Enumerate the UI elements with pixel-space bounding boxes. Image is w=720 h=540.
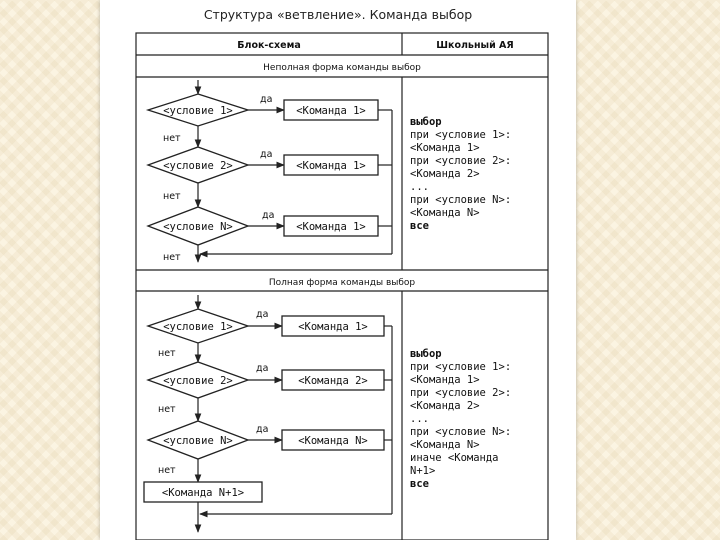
command-label: <Команда N>: [298, 435, 368, 447]
code-line: <Команда 2>: [410, 400, 480, 412]
no-label: нет: [158, 348, 176, 359]
code-keyword: выбор: [410, 116, 442, 128]
flowchart-incomplete: [148, 80, 392, 263]
command-label: <Команда 1>: [296, 105, 366, 117]
yes-label: да: [262, 210, 275, 221]
command-label: <Команда 2>: [298, 375, 368, 387]
code-line: при <условие N>:: [410, 426, 512, 438]
code-line: ...: [410, 413, 429, 425]
no-label: нет: [163, 191, 181, 202]
code-line: при <условие 2>:: [410, 155, 512, 167]
code-line: <Команда N>: [410, 439, 480, 451]
code-line: при <условие 1>:: [410, 361, 512, 373]
command-label: <Команда 1>: [296, 160, 366, 172]
no-label: нет: [158, 465, 176, 476]
code-line: <Команда 1>: [410, 374, 480, 386]
code-line: N+1>: [410, 465, 436, 477]
command-label: <Команда 1>: [298, 321, 368, 333]
yes-label: да: [260, 149, 273, 160]
code-line: при <условие 2>:: [410, 387, 512, 399]
condition-label: <условие 2>: [163, 375, 233, 387]
code-line: при <условие 1>:: [410, 129, 512, 141]
column-header-school-language: Школьный АЯ: [436, 40, 514, 51]
condition-label: <условие 1>: [163, 105, 233, 117]
condition-label: <условие N>: [163, 221, 233, 233]
yes-label: да: [256, 363, 269, 374]
yes-label: да: [256, 309, 269, 320]
code-incomplete: [410, 116, 511, 232]
code-line: при <условие N>:: [410, 194, 512, 206]
code-keyword: все: [410, 478, 429, 490]
condition-label: <условие 1>: [163, 321, 233, 333]
section-header-complete: Полная форма команды выбор: [268, 278, 416, 288]
condition-label: <условие 2>: [163, 160, 233, 172]
code-line: <Команда 2>: [410, 168, 480, 180]
yes-label: да: [256, 424, 269, 435]
section-header-incomplete: Неполная форма команды выбор: [263, 63, 421, 73]
code-line: ...: [410, 181, 429, 193]
code-keyword: выбор: [410, 348, 442, 360]
command-label: <Команда 1>: [296, 221, 366, 233]
page-title: Структура «ветвление». Команда выбор: [203, 7, 473, 22]
code-keyword: все: [410, 220, 429, 232]
else-command-label: <Команда N+1>: [161, 487, 245, 499]
flowchart-document: [100, 0, 576, 540]
no-label: нет: [158, 404, 176, 415]
condition-label: <условие N>: [163, 435, 233, 447]
code-line: <Команда 1>: [410, 142, 480, 154]
no-label: нет: [163, 133, 181, 144]
column-header-flowchart: Блок-схема: [237, 40, 301, 51]
code-line: иначе <Команда: [410, 452, 499, 464]
code-line: <Команда N>: [410, 207, 480, 219]
yes-label: да: [260, 94, 273, 105]
flowchart-complete: [144, 295, 392, 532]
code-complete: [410, 348, 511, 490]
no-label: нет: [163, 252, 181, 263]
